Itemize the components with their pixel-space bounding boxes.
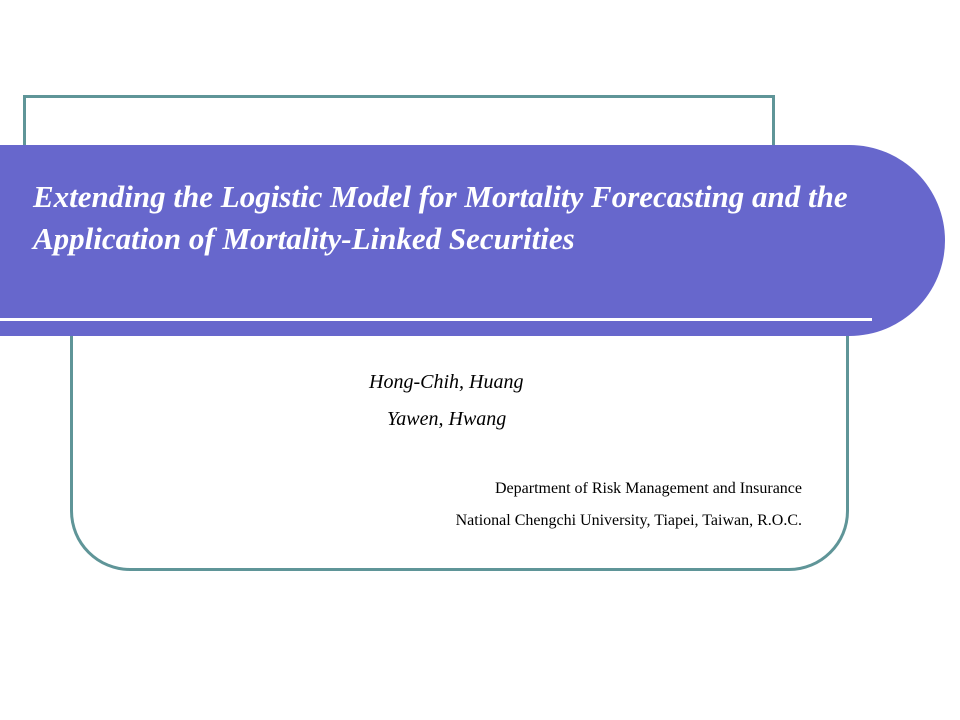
author-name: Yawen, Hwang (387, 408, 507, 430)
slide-title: Extending the Logistic Model for Mortality Forecasting and the Application of Mortality-Linked Securities (33, 179, 848, 256)
affiliation-university: National Chengchi University, Tiapei, Taiwan, R.O.C. (455, 512, 802, 529)
affiliation-department: Department of Risk Management and Insurance (494, 480, 802, 497)
author-name: Hong-Chih, Huang (369, 371, 524, 393)
title-underline (0, 318, 872, 321)
